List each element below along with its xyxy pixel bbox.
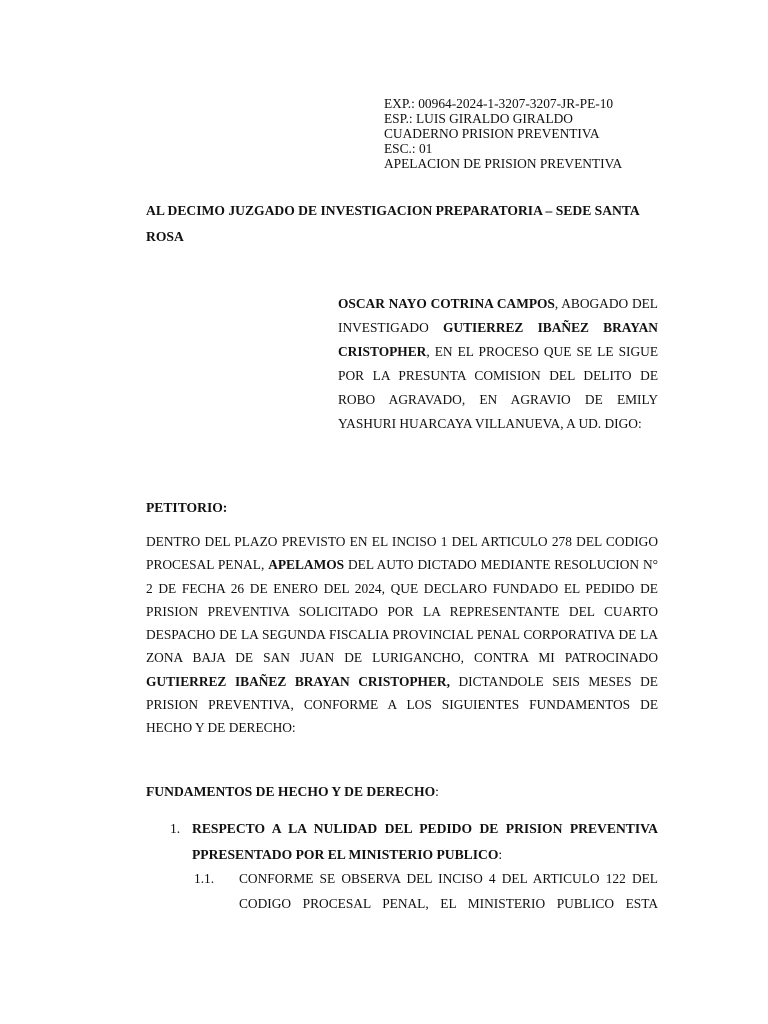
writ-subject: APELACION DE PRISION PREVENTIVA xyxy=(384,156,623,171)
defendant-name: GUTIERREZ IBAÑEZ BRAYAN CRISTOPHER xyxy=(338,320,658,359)
fundamento-item-1-1 xyxy=(194,866,658,916)
petitorio-text-1: DENTRO DEL PLAZO PREVISTO EN EL INCISO 1 DEL ARTICULO 278 DEL CODIGO PROCESAL PENAL, xyxy=(146,534,658,573)
lawyer-text-1: , ABOGADO DEL INVESTIGADO xyxy=(338,296,658,335)
writ-number: ESC.: 01 xyxy=(384,141,433,156)
fundamentos-title-text: FUNDAMENTOS DE HECHO Y DE DERECHO xyxy=(146,784,436,799)
lawyer-intro-paragraph xyxy=(338,292,658,436)
petitorio-title: PETITORIO: xyxy=(146,500,228,515)
lawyer-text-2: , EN EL PROCESO QUE SE LE SIGUE POR LA PRESUNTA COMISION DEL DELITO DE ROBO AGRAVADO, EN AGRAVIO DE EMILY YASHURI HUARCAYA VILLANUEVA, A UD. DIGO: xyxy=(338,344,658,431)
item-1-text: RESPECTO A LA NULIDAD DEL PEDIDO DE PRISION PREVENTIVA PPRESENTADO POR EL MINISTERIO PUBLICO xyxy=(192,821,658,862)
case-number: EXP.: 00964-2024-1-3207-3207-JR-PE-10 xyxy=(384,96,614,111)
lawyer-name: OSCAR NAYO COTRINA CAMPOS xyxy=(338,296,555,311)
item-1-text-wrap xyxy=(192,816,658,868)
item-1-colon: : xyxy=(498,847,503,862)
petitorio-text-2: DEL AUTO DICTADO MEDIANTE RESOLUCION N° 2 DE FECHA 26 DE ENERO DEL 2024, QUE DECLARO FUNDADO EL PEDIDO DE PRISION PREVENTIVA SOLICITADO POR LA REPRESENTANTE DEL CUARTO DESPACHO DE LA SEGUNDA FISCALIA PROVINCIAL PENAL CORPORATIVA DE LA ZONA BAJA DE SAN JUAN DE LURIGANCHO, CONTRA MI PATROCINADO xyxy=(146,557,658,666)
case-specialist: ESP.: LUIS GIRALDO GIRALDO xyxy=(384,111,573,126)
item-1-1-text: CONFORME SE OBSERVA DEL INCISO 4 DEL ARTICULO 122 DEL CODIGO PROCESAL PENAL, EL MINISTERIO PUBLICO ESTA xyxy=(239,871,658,911)
item-1-1-number: 1.1. xyxy=(194,871,215,886)
addressee: AL DECIMO JUZGADO DE INVESTIGACION PREPARATORIA – SEDE SANTA ROSA xyxy=(146,203,639,244)
case-notebook: CUADERNO PRISION PREVENTIVA xyxy=(384,126,600,141)
fundamentos-title xyxy=(146,784,439,800)
item-1-number: 1. xyxy=(170,821,181,836)
fundamento-item-1 xyxy=(170,816,658,868)
case-header xyxy=(384,96,622,171)
petitorio-bold-2: GUTIERREZ IBAÑEZ BRAYAN CRISTOPHER, xyxy=(146,673,450,689)
petitorio-paragraph xyxy=(146,530,658,740)
fundamentos-title-colon: : xyxy=(435,784,439,799)
petitorio-text-3: DICTANDOLE SEIS MESES DE PRISION PREVENTIVA, CONFORME A LOS SIGUIENTES FUNDAMENTOS DE HECHO Y DE DERECHO: xyxy=(146,673,658,736)
petitorio-bold-1: APELAMOS xyxy=(268,557,345,573)
